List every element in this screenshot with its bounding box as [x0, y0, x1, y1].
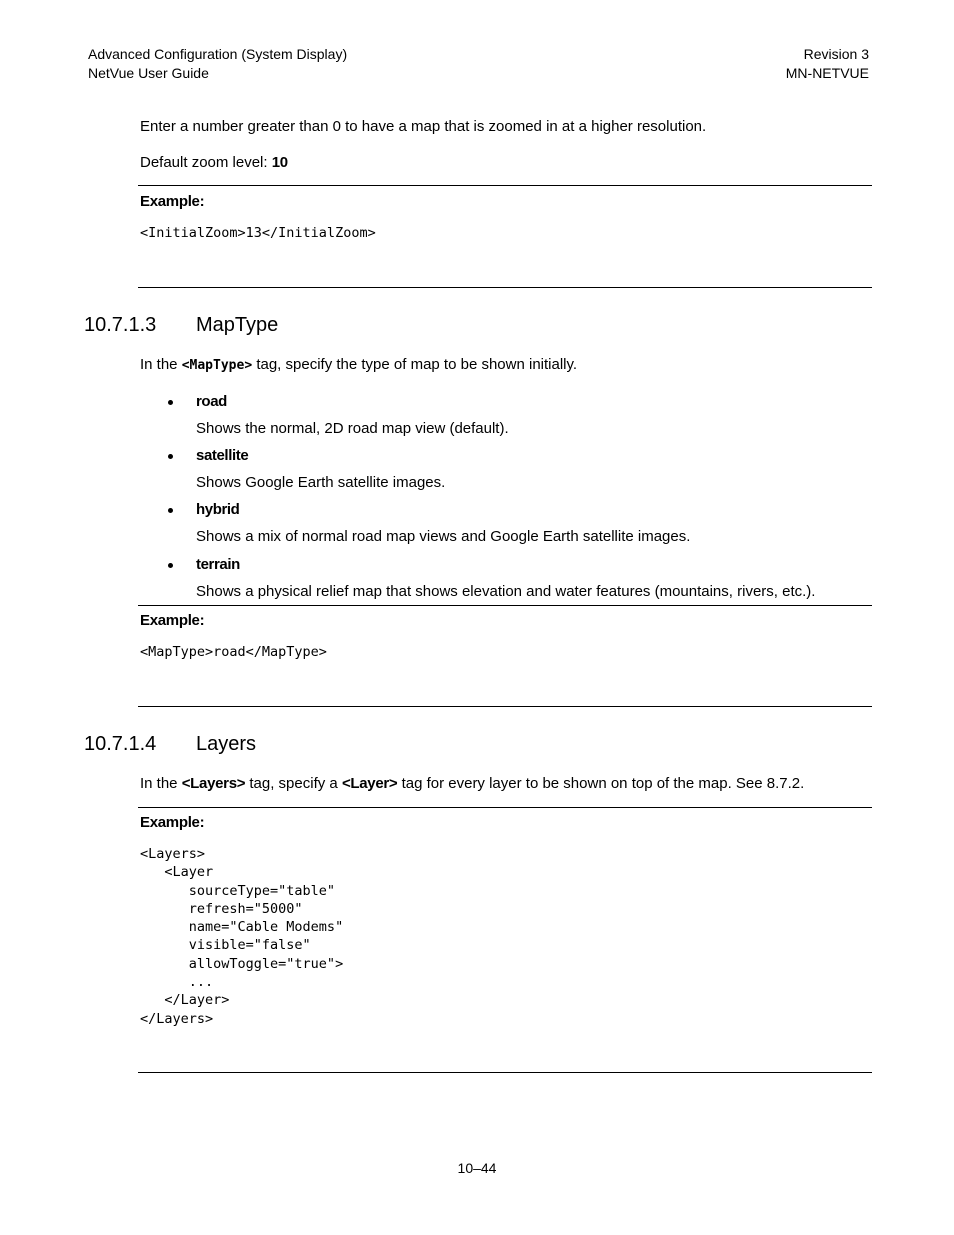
- zoom-default-value: 10: [271, 154, 288, 171]
- intro-text: tag for every layer to be shown on top of the map. See 8.7.2.: [401, 775, 805, 792]
- bullet-icon: [166, 556, 176, 574]
- inline-code-tag: <MapType>: [181, 358, 253, 373]
- option-term: hybrid: [196, 501, 240, 518]
- zoom-default-label: Default zoom level:: [140, 154, 268, 171]
- section-number: 10.7.1.3: [84, 314, 157, 336]
- intro-text: In the: [140, 775, 178, 792]
- zoom-example-code: <InitialZoom>13</InitialZoom>: [140, 225, 376, 241]
- zoom-intro: Enter a number greater than 0 to have a map that is zoomed in at a higher resolution.: [140, 118, 707, 135]
- section-title: MapType: [196, 314, 279, 336]
- example-top-rule: [138, 807, 872, 808]
- bullet-icon: [166, 393, 176, 411]
- maptype-intro: [140, 356, 577, 375]
- section-title: Layers: [196, 733, 257, 755]
- option-term: terrain: [196, 556, 240, 573]
- option-description: Shows the normal, 2D road map view (default).: [196, 420, 509, 437]
- maptype-example-code: <MapType>road</MapType>: [140, 644, 327, 660]
- running-header-right: [786, 45, 869, 83]
- intro-text: tag, specify a: [249, 775, 338, 792]
- bullet-icon: [166, 501, 176, 519]
- section-heading-layers: [84, 732, 256, 756]
- page-number: 10–44: [457, 1160, 497, 1176]
- bullet-icon: [166, 447, 176, 465]
- running-header-left: [88, 45, 347, 83]
- example-bottom-rule: [138, 1072, 872, 1073]
- option-description: Shows a physical relief map that shows elevation and water features (mountains, rivers, etc.).: [196, 583, 816, 600]
- option-description: Shows a mix of normal road map views and Google Earth satellite images.: [196, 528, 691, 545]
- section-number: 10.7.1.4: [84, 733, 157, 755]
- intro-text: In the: [140, 356, 178, 373]
- example-top-rule: [138, 185, 872, 186]
- layers-example-label: Example:: [140, 814, 205, 831]
- intro-text: tag, specify the type of map to be shown initially.: [256, 356, 578, 373]
- option-term: satellite: [196, 447, 249, 464]
- example-top-rule: [138, 605, 872, 606]
- zoom-default: [140, 154, 288, 172]
- header-section-title: Advanced Configuration (System Display): [88, 46, 348, 62]
- layers-intro: [140, 775, 804, 793]
- example-bottom-rule: [138, 706, 872, 707]
- option-description: Shows Google Earth satellite images.: [196, 474, 446, 491]
- layers-example-code: <Layers> <Layer sourceType="table" refresh="5000" name="Cable Modems" visible="false" allowToggle="true"> ... </Layer> </Layers>: [140, 846, 344, 1027]
- header-revision: Revision 3: [803, 46, 869, 62]
- inline-tag-layers: <Layers>: [181, 775, 246, 792]
- section-heading-maptype: [84, 313, 278, 337]
- header-guide-title: NetVue User Guide: [88, 65, 209, 81]
- maptype-example-label: Example:: [140, 612, 205, 629]
- option-term: road: [196, 393, 227, 410]
- zoom-example-label: Example:: [140, 193, 205, 210]
- example-bottom-rule: [138, 287, 872, 288]
- inline-tag-layer: <Layer>: [341, 775, 398, 792]
- header-doc-number: MN-NETVUE: [785, 65, 869, 81]
